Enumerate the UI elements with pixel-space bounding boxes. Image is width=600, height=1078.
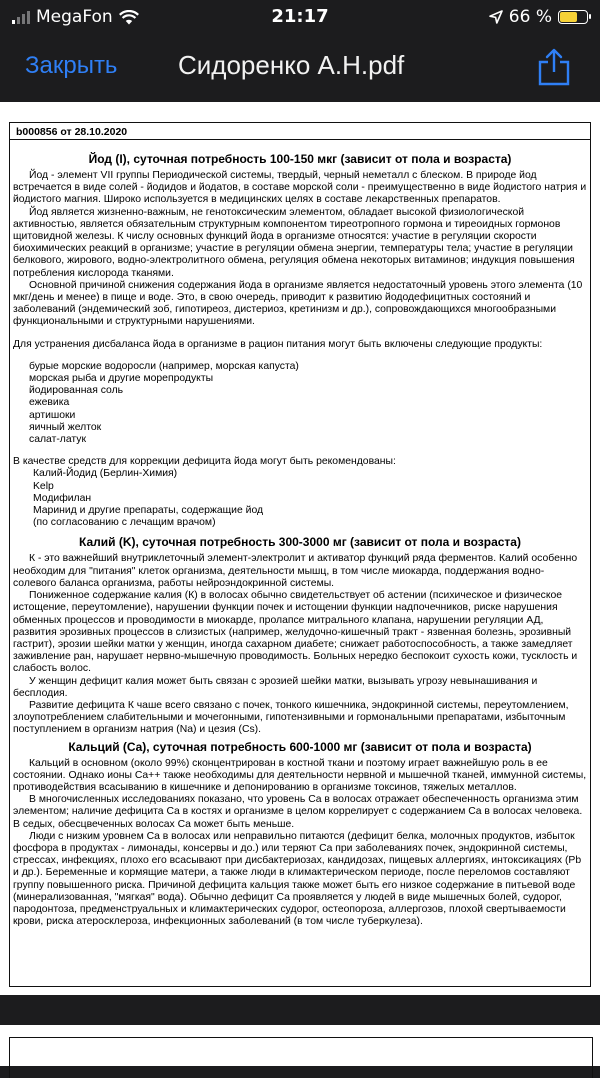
list-item: Модифилан [33, 492, 92, 504]
carrier-name: MegaFon [36, 7, 113, 27]
status-right [489, 7, 588, 27]
list-item: ежевика [29, 397, 70, 409]
list-item: Калий-Йодид (Берлин-Химия) [33, 468, 178, 480]
calcium-paragraph-3: Люди с низким уровнем Ca в волосах или неправильно питаются (дефицит белка, молочных продуктов, избыток фосфора в продуктах - лимонады, консервы и до.) или теряют Ca при заболеваниях почек, эндокринной системы, стрессах, инфекциях, плохо его всасывают при дисбактериозах, кандидозах, пищевых аллергиях, интоксикациях (Pb и др.). Беременные и кормящие матери, а также люди в климактерическом периоде, после переломов составляют группу повышенного риска. Причиной дефицита кальция также может быть его низкое содержание в питьевой воде (минерализованная, "мягкая" вода). Обычно дефицит Ca проявляется у людей в виде мышечных болей, судорог, пародонтоза, предменструальных и климактерических судорог, остеопороза, аллергозов, плохой свертываемости крови, риска атеросклероза, инфекционных заболеваний (в том числе туберкулеза). [13, 830, 582, 928]
iodine-products-list [13, 361, 587, 446]
document-title: Сидоренко А.Н.pdf [178, 50, 405, 80]
document-content [13, 152, 587, 928]
pdf-page[interactable] [0, 102, 600, 995]
calcium-paragraph-1: Кальций в основном (около 99%) сконцентрирован в костной ткани и поэтому играет важнейшую роль в ее состоянии. Однако ионы Ca++ также необходимы для деятельности нервной и мышечной тканей, иммунной системы, противодействия всасыванию в кишечнике и депонированию в организме токсинов, тяжелых металлов. [13, 757, 587, 793]
potassium-paragraph-4: Развитие дефицита К чаше всего связано с почек, тонкого кишечника, эндокринной системы, переутомлением, злоупотреблением слабительными и мочегонными, гипотензивными и гормональными препаратами, избыточным поступлением в организм натрия (Na) и цезия (Cs). [13, 699, 569, 736]
share-icon[interactable] [536, 48, 572, 86]
next-page-frame [9, 1037, 593, 1078]
list-item: артишоки [29, 409, 76, 421]
iodine-paragraph-2: Йод является жизненно-важным, не генотоксическим элементом, обладает высокой физиологической активностью, является обязательным структурным компонентом тиреотропного гормона и тиреоидных гормонов щитовидной железы. К числу основных функций йода в организме относятся: участие в регуляции скорости биохимических реакций в организме; участие в регуляции обмена энергии, температуры тела; участие в регуляции белкового, жирового, водно-электролитного обмена, регуляция обмена некоторых витаминов; индукция повышения потребления кислорода тканями. [13, 206, 575, 279]
page-separator [0, 995, 600, 1025]
potassium-paragraph-3: У женщин дефицит калия может быть связан с эрозией шейки матки, вызывать угрозу невынашивания и бесплодия. [13, 675, 538, 699]
battery-fill [560, 12, 577, 22]
list-item: йодированная соль [29, 385, 124, 397]
close-button[interactable]: Закрыть [25, 52, 118, 79]
iodine-paragraph-1: Йод - элемент VII группы Периодической системы, твердый, черный неметалл с блеском. В природе йод встречается в виде солей - йодидов и йодатов, в составе морской соли - преимущественно в виде йодистого натрия и йодистого магния. Широко используется в медицинских целях в составе лекарственных препаратов. [13, 170, 587, 206]
battery-icon [558, 10, 588, 24]
document-frame [9, 122, 591, 987]
iodine-meds-intro: В качестве средств для коррекции дефицита йода могут быть рекомендованы: [13, 456, 396, 468]
iodine-products-intro: Для устранения дисбаланса йода в организме в рацион питания могут быть включены следующие продукты: [13, 338, 543, 350]
list-item: яичный желток [29, 421, 102, 433]
list-item: салат-латук [29, 434, 87, 446]
next-pdf-page[interactable] [0, 1025, 600, 1066]
potassium-heading: Калий (K), суточная потребность 300-3000 мг (зависит от пола и возраста) [79, 535, 521, 550]
list-item: Маринид и другие препараты, содержащие йод [33, 505, 264, 517]
calcium-heading: Кальций (Ca), суточная потребность 600-1000 мг (зависит от пола и возраста) [68, 739, 532, 754]
battery-percent: 66 % [508, 7, 552, 27]
nav-bar [0, 34, 600, 100]
potassium-paragraph-2: Пониженное содержание калия (К) в волосах обычно свидетельствует об астении (психическое и физическое истощение, переутомление), нарушении функции почек и истощении функции надпочечников, риске нарушения обменных процессов и проводимости в миокарде, пролапсе митрального клапана, нарушении регуляции АД, развития эрозивных процессов в слизистых (например, желудочно-кишечный тракт - язвенная болезнь, эрозивный гастрит), эрозии шейки матки у женщин, иногда сахарном диабете; снижает работоспособность, а также замедляет заживление ран, нарушает нервно-мышечную проводимость. Больных нередко беспокоит сухость кожи, тусклость и слабость волос. [13, 590, 578, 675]
potassium-paragraph-1: К - это важнейший внутриклеточный элемент-электролит и активатор функций ряда ферментов. Калий особенно необходим для "питания" клеток организма, деятельности мышц, в том числе миокарда, поддержания водно-солевого баланса организма, работы нейроэндокринной системы. [13, 553, 578, 589]
list-item: Kelp [33, 480, 54, 492]
status-bar [0, 0, 600, 34]
iodine-paragraph-3: Основной причиной снижения содержания йода в организме является недостаточный уровень этого элемента (10 мкг/день и менее) в пище и воде. Это, в свою очередь, приводит к развитию йододефицитных состояний и заболеваний (эндемический зоб, гипотиреоз, дистериоз, кретинизм и др.), сопровождающихся многообразными функциональными и структурными нарушениями. [13, 279, 583, 328]
list-item: морская рыба и другие морепродукты [29, 373, 214, 385]
list-item: (по согласованию с лечащим врачом) [33, 517, 216, 529]
iodine-meds-list [13, 468, 587, 529]
location-arrow-icon [489, 10, 503, 24]
iodine-heading: Йод (I), суточная потребность 100-150 мкг (зависит от пола и возраста) [88, 152, 512, 166]
list-item: бурые морские водоросли (например, морская капуста) [29, 360, 299, 372]
calcium-paragraph-2: В многочисленных исследованиях показано, что уровень Ca в волосах отражает обеспеченность организма этим элементом; наличие дефицита Ca в костях и организме в целом коррелирует с содержанием Ca в волосах человека. В седых, обесцвеченных волосах Ca может быть меньше. [13, 794, 583, 830]
clock: 21:17 [271, 6, 329, 27]
document-id: b000856 от 28.10.2020 [10, 123, 590, 140]
